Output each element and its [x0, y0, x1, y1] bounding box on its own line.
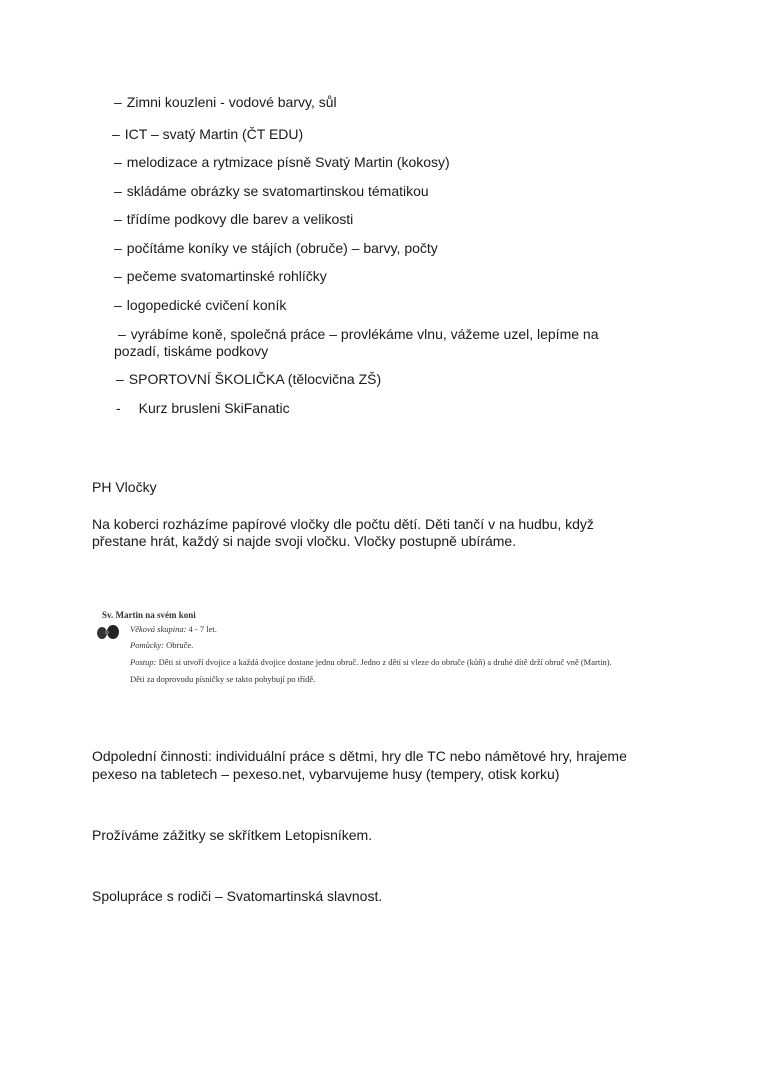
afternoon-line-1: Odpolední činnosti: individuální práce s dětmi, hry dle TC nebo námětové hry, hrajeme: [92, 748, 627, 764]
list-item-text: třídíme podkovy dle barev a velikosti: [126, 211, 354, 227]
list-item-text: logopedické cvičení koník: [126, 297, 287, 313]
afternoon-line-2: pexeso na tabletech – pexeso.net, vybarvujeme husy (tempery, otisk korku): [92, 766, 560, 782]
list-item-text: ICT – svatý Martin (ČT EDU): [124, 126, 304, 142]
list-item: – ICT – svatý Martin (ČT EDU): [112, 126, 304, 142]
list-item: – melodizace a rytmizace písně Svatý Martin (kokosy): [114, 154, 450, 170]
list-item-text: počítáme koníky ve stájích (obruče) – barvy, počty: [126, 240, 438, 256]
procedure-line-2: Děti za doprovodu písničky se takto pohybují po třídě.: [130, 674, 316, 684]
age-line: Věková skupina: 4 - 7 let.: [130, 624, 217, 634]
list-item: – logopedické cvičení koník: [114, 297, 287, 313]
experience-text: Prožíváme zážitky se skřítkem Letopisníkem.: [92, 827, 373, 843]
list-item-text: melodizace a rytmizace písně Svatý Martin (kokosy): [126, 154, 450, 170]
ph-paragraph-line-1: Na koberci rozházíme papírové vločky dle počtu dětí. Děti tančí v na hudbu, když: [92, 516, 594, 532]
list-item: – skládáme obrázky se svatomartinskou tématikou: [114, 183, 429, 199]
list-item-text: skládáme obrázky se svatomartinskou tématikou: [126, 183, 429, 199]
procedure-line: Postup: Děti si utvoří dvojice a každá dvojice dostane jednu obruč. Jedno z dětí si vleze do obruče (kůň) a druhé dítě drží obruč vně (Martin).: [130, 657, 612, 667]
list-item-text: vyrábíme koně, společná práce – provlékáme vlnu, vážeme uzel, lepíme na: [130, 326, 599, 342]
ph-paragraph-line-2: přestane hrát, každý si najde svoji vločku. Vločky postupně ubíráme.: [92, 533, 517, 549]
list-item: – SPORTOVNÍ ŠKOLIČKA (tělocvična ZŠ): [116, 371, 382, 387]
game-title: Sv. Martin na svém koni: [102, 610, 196, 620]
section-heading-ph: PH Vločky: [92, 479, 157, 495]
embedded-game-card: [92, 606, 692, 696]
list-item-text: Zimni kouzleni - vodové barvy, sůl: [126, 94, 337, 110]
list-item-continuation: pozadí, tiskáme podkovy: [114, 343, 269, 359]
list-item: – třídíme podkovy dle barev a velikosti: [114, 211, 354, 227]
group-icon: [96, 624, 120, 640]
list-item: – vyrábíme koně, společná práce – provlékáme vlnu, vážeme uzel, lepíme na: [118, 326, 599, 342]
list-item-text: pečeme svatomartinské rohlíčky: [126, 268, 327, 284]
list-item-text: Kurz brusleni SkiFanatic: [138, 400, 290, 416]
tools-line: Pomůcky: Obruče.: [130, 640, 194, 650]
list-item: – Zimni kouzleni - vodové barvy, sůl: [114, 94, 337, 110]
list-item: - Kurz brusleni SkiFanatic: [116, 400, 290, 416]
list-item: – pečeme svatomartinské rohlíčky: [114, 268, 327, 284]
list-item-text: SPORTOVNÍ ŠKOLIČKA (tělocvična ZŠ): [128, 371, 382, 387]
list-item: – počítáme koníky ve stájích (obruče) – barvy, počty: [114, 240, 438, 256]
parents-text: Spolupráce s rodiči – Svatomartinská slavnost.: [92, 888, 383, 904]
